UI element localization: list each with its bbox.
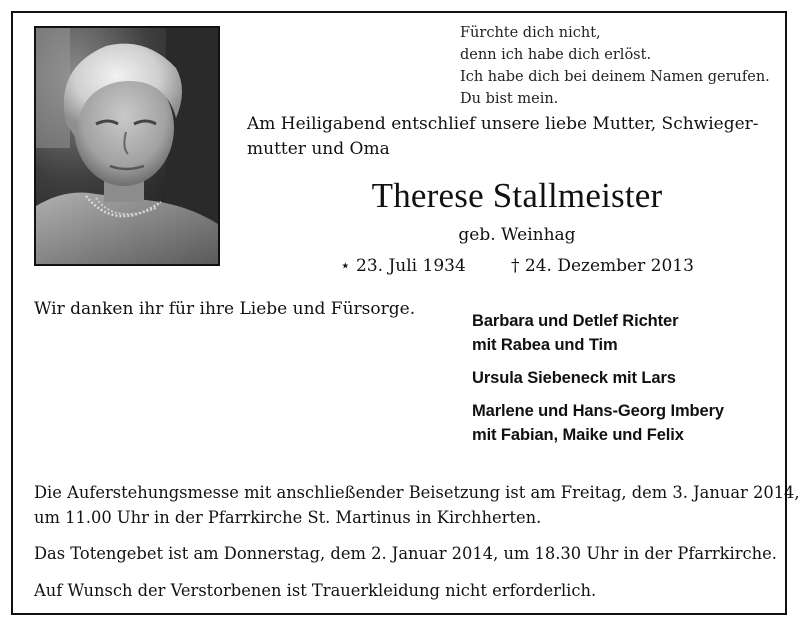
- intro-line: mutter und Oma: [247, 139, 390, 159]
- death-date: † 24. Dezember 2013: [511, 256, 694, 276]
- mass-line: Die Auferstehungsmesse mit anschließender Beisetzung ist am Freitag, dem 3. Januar 2014,: [34, 483, 800, 502]
- intro-line: Am Heiligabend entschlief unsere liebe Mutter, Schwieger-: [247, 114, 759, 134]
- intro-text: [247, 112, 777, 162]
- mourner-line: Barbara und Detlef Richter: [472, 312, 679, 330]
- verse-line: Ich habe dich bei deinem Namen gerufen.: [460, 69, 770, 85]
- verse-line: Fürchte dich nicht,: [460, 25, 601, 41]
- dress-code-info: Auf Wunsch der Verstorbenen ist Trauerkleidung nicht erforderlich.: [34, 581, 597, 600]
- deceased-name: Therese Stallmeister: [371, 176, 663, 215]
- birth-date: ⋆ 23. Juli 1934: [340, 256, 466, 276]
- mourner-line: Marlene und Hans-Georg Imbery: [472, 402, 724, 420]
- verse-line: denn ich habe dich erlöst.: [460, 47, 652, 63]
- thanks-text: Wir danken ihr für ihre Liebe und Fürsorge.: [34, 299, 416, 319]
- portrait-illustration: [36, 28, 218, 264]
- funeral-mass-info: [34, 480, 800, 530]
- mourner-group: [472, 309, 724, 357]
- bible-verse: [460, 22, 770, 110]
- mourner-line: Ursula Siebeneck mit Lars: [472, 369, 676, 387]
- maiden-name: geb. Weinhag: [458, 225, 576, 245]
- mourners-list: [472, 309, 724, 456]
- mass-line: um 11.00 Uhr in der Pfarrkirche St. Martinus in Kirchherten.: [34, 508, 542, 527]
- mourner-group: [472, 399, 724, 447]
- mourner-line: mit Fabian, Maike und Felix: [472, 426, 684, 444]
- portrait-photo: [34, 26, 220, 266]
- mourner-group: [472, 366, 724, 390]
- prayer-info: Das Totengebet ist am Donnerstag, dem 2. Januar 2014, um 18.30 Uhr in der Pfarrkirche.: [34, 544, 777, 563]
- mourner-line: mit Rabea und Tim: [472, 336, 618, 354]
- verse-line: Du bist mein.: [460, 91, 559, 107]
